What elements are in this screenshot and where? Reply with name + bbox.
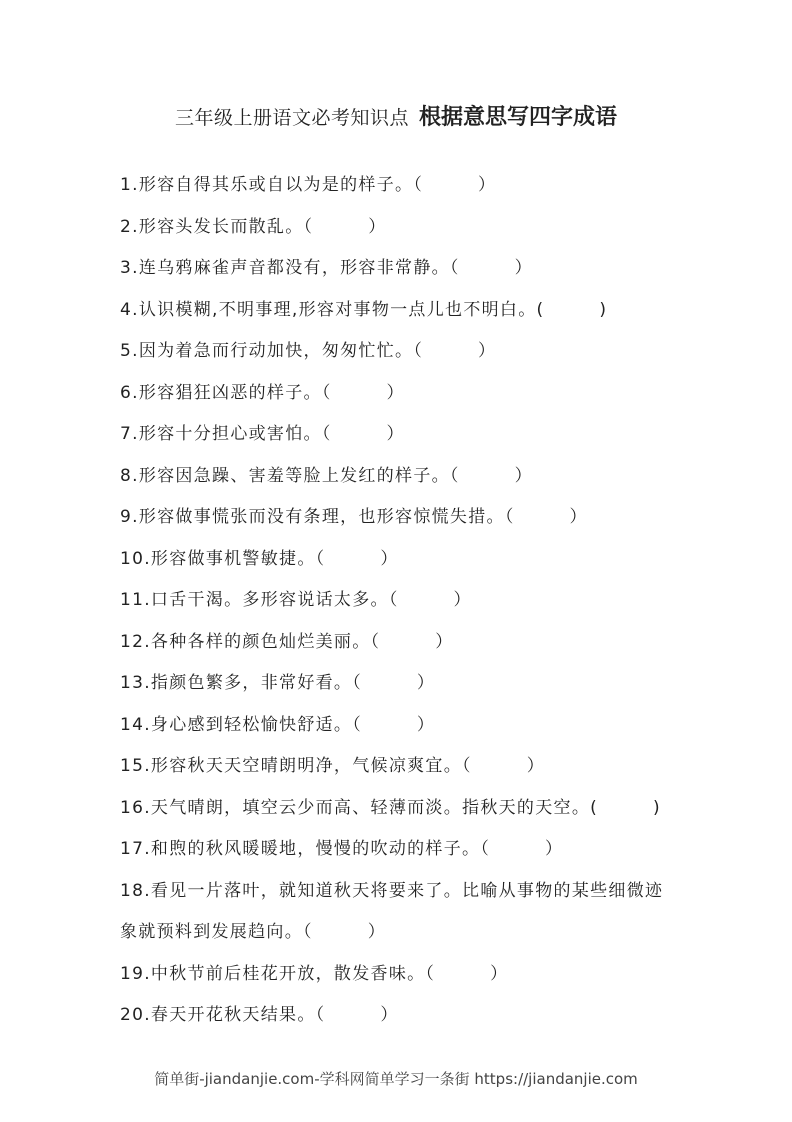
question-item: 16.天气晴朗，填空云少而高、轻薄而淡。指秋天的天空。( ) xyxy=(120,797,661,818)
title-topic: 根据意思写四字成语 xyxy=(419,105,618,130)
footer-watermark: 简单街-jiandanjie.com-学科网简单学习一条街 https://jiandanjie.com xyxy=(154,1070,638,1088)
question-item: 4.认识模糊,不明事理,形容对事物一点儿也不明白。( ) xyxy=(120,299,608,320)
question-item: 2.形容头发长而散乱。（ ） xyxy=(120,216,387,237)
question-item: 11.口舌干渴。多形容说话太多。（ ） xyxy=(120,590,472,610)
question-item: 13.指颜色繁多，非常好看。（ ） xyxy=(120,673,436,693)
question-item: 12.各种各样的颜色灿烂美丽。（ ） xyxy=(120,631,454,652)
question-item: 19.中秋节前后桂花开放，散发香味。（ ） xyxy=(120,963,509,984)
page-title xyxy=(0,100,792,131)
question-item: 18.看见一片落叶，就知道秋天将要来了。比喻从事物的某些细微迹象就预料到发展趋向。（ ） xyxy=(120,880,664,942)
title-subject: 三年级上册语文必考知识点 xyxy=(174,107,409,129)
question-item: 3.连乌鸦麻雀声音都没有，形容非常静。（ ） xyxy=(120,258,533,278)
question-item: 1.形容自得其乐或自以为是的样子。（ ） xyxy=(120,175,497,195)
question-list xyxy=(120,165,680,1037)
question-item: 8.形容因急躁、害羞等脸上发红的样子。（ ） xyxy=(120,465,533,486)
question-item: 20.春天开花秋天结果。（ ） xyxy=(120,1005,399,1025)
question-item: 14.身心感到轻松愉快舒适。（ ） xyxy=(120,714,436,735)
question-item: 17.和煦的秋风暖暖地，慢慢的吹动的样子。（ ） xyxy=(120,839,564,859)
question-item: 10.形容做事机警敏捷。（ ） xyxy=(120,548,399,569)
question-item: 5.因为着急而行动加快，匆匆忙忙。（ ） xyxy=(120,341,497,361)
question-item: 9.形容做事慌张而没有条理，也形容惊慌失措。（ ） xyxy=(120,507,588,527)
question-item: 15.形容秋天天空晴朗明净，气候凉爽宜。（ ） xyxy=(120,756,546,776)
question-item: 6.形容猖狂凶恶的样子。（ ） xyxy=(120,382,405,403)
question-item: 7.形容十分担心或害怕。（ ） xyxy=(120,424,405,444)
